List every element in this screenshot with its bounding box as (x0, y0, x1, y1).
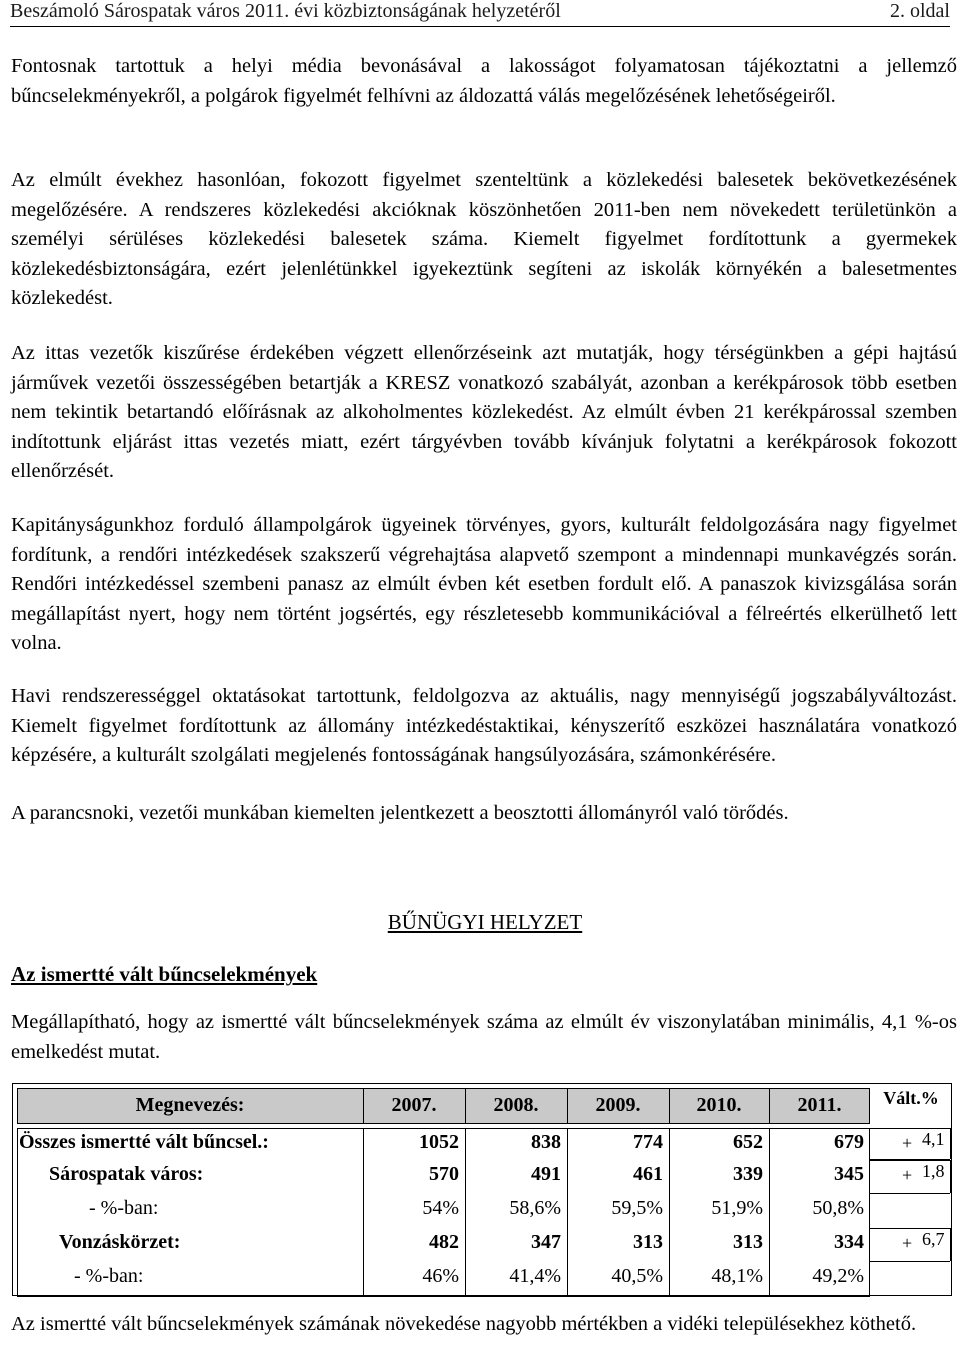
table-cell-value: 48,1% (711, 1265, 763, 1287)
table-cell-value: 46% (422, 1265, 459, 1287)
table-cell-value: 679 (834, 1131, 864, 1153)
table-header-cell: 2010. (696, 1094, 742, 1116)
table-body-left-border (17, 1128, 18, 1296)
table-cell-value: 59,5% (611, 1197, 663, 1219)
change-value: 6,7 (922, 1229, 945, 1249)
paragraph-summary: Megállapítható, hogy az ismertté vált bűncselekmények száma az elmúlt év viszonylatában minimális, 4,1 %-os emelkedést mutat. (11, 1011, 957, 1063)
table-body-top-border (17, 1128, 870, 1129)
table-header-divider (465, 1088, 466, 1124)
change-cell-border (870, 1261, 950, 1262)
table-cell-value: 1052 (419, 1131, 459, 1153)
change-value: 4,1 (922, 1129, 945, 1149)
paragraph-drunk-driving: Az ittas vezetők kiszűrése érdekében végzett ellenőrzéseink azt mutatják, hogy térségünkben a gépi hajtású járművek vezetői összességében betartják a KRESZ vonatkozó szabályát, azonban a kerékpárosok több esetben nem tekintik betartandó előírásnak az alkoholmentes közlekedést. Az elmúlt évben 21 kerékpárossal szemben indítottunk eljárást ittas vezetés miatt, ezért tárgyévben tovább kívánjuk folytatni a kerékpárosok fokozott ellenőrzését. (11, 342, 957, 482)
table-header-cell: 2008. (493, 1094, 539, 1116)
change-value: 1,8 (922, 1161, 945, 1181)
table-cell-value: 58,6% (509, 1197, 561, 1219)
paragraph-complaints: Kapitányságunkhoz forduló állampolgárok ügyeinek törvényes, gyors, kulturált feldolgozására nagy figyelmet fordítunk, a rendőri intézkedések szakszerű végrehajtása alapvető szempont a mindennapi munkavégzés során. Rendőri intézkedéssel szembeni panasz az elmúlt évben két esetben fordult elő. A panaszok kivizsgálása során megállapítást nyert, hogy nem történt jogsértés, egy részletesebb kommunikációval a félreértés elkerülhető lett volna. (11, 514, 957, 654)
change-cell-border (870, 1193, 950, 1194)
page-number: 2. oldal (890, 0, 950, 22)
table-cell-value: 313 (733, 1231, 763, 1253)
table-header-cell: Megnevezés: (135, 1094, 245, 1116)
table-row-label: - %-ban: (74, 1265, 144, 1287)
table-cell-value: 40,5% (611, 1265, 663, 1287)
table-cell-value: 41,4% (509, 1265, 561, 1287)
table-cell-value: 491 (531, 1163, 561, 1185)
table-header-divider (363, 1088, 364, 1124)
table-cell-value: 339 (733, 1163, 763, 1185)
table-cell-value: 54% (422, 1197, 459, 1219)
table-cell-value: 774 (633, 1131, 663, 1153)
table-cell-value: 313 (633, 1231, 663, 1253)
page-header (10, 0, 950, 27)
table-header-divider (669, 1088, 670, 1124)
table-cell-value: 345 (834, 1163, 864, 1185)
table-row-label: - %-ban: (89, 1197, 159, 1219)
table-body-right-border (869, 1128, 870, 1296)
table-body-bottom-border (17, 1296, 870, 1297)
header-title: Beszámoló Sárospatak város 2011. évi közbiztonságának helyzetéről (10, 0, 561, 22)
table-row-label: Sárospatak város: (49, 1163, 204, 1185)
change-sign: + (902, 1133, 913, 1153)
change-cell-border (950, 1228, 951, 1261)
table-cell-value: 347 (531, 1231, 561, 1253)
change-sign: + (902, 1233, 913, 1253)
change-cell-border (950, 1128, 951, 1159)
table-header-cell: 2011. (797, 1094, 842, 1116)
section-title: BŰNÜGYI HELYZET (387, 910, 583, 934)
change-sign: + (902, 1165, 913, 1185)
table-cell-value: 570 (429, 1163, 459, 1185)
paragraph-media: Fontosnak tartottuk a helyi média bevonásával a lakosságot folyamatosan tájékoztatni a jellemző bűncselekményekről, a polgárok figyelmét felhívni az áldozattá válás megelőzésének lehetőségeiről. (11, 55, 957, 107)
table-cell-value: 838 (531, 1131, 561, 1153)
paragraph-leadership: A parancsnoki, vezetői munkában kiemelten jelentkezett a beosztotti állományról való törődés. (11, 802, 789, 824)
change-cell-border (950, 1160, 951, 1193)
subheading: Az ismertté vált bűncselekmények (11, 962, 318, 986)
table-header-divider (567, 1088, 568, 1124)
table-row-label: Vonzáskörzet: (59, 1231, 181, 1253)
table-cell-value: 49,2% (812, 1265, 864, 1287)
paragraph-training: Havi rendszerességgel oktatásokat tartottunk, feldolgozva az aktuális, nagy mennyiségű jogszabályváltozást. Kiemelt figyelmet fordítottunk az állomány intézkedéstaktikai, kényszerítő eszközei használatára vonatkozó képzésére, a kulturált szolgálati megjelenés fontosságának hangsúlyozására, számonkérésére. (11, 685, 957, 766)
table-cell-value: 652 (733, 1131, 763, 1153)
table-row-label: Összes ismertté vált bűncsel.: (19, 1131, 269, 1153)
table-cell-value: 334 (834, 1231, 864, 1253)
table-header-divider (769, 1088, 770, 1124)
table-cell-value: 50,8% (812, 1197, 864, 1219)
paragraph-traffic: Az elmúlt évekhez hasonlóan, fokozott figyelmet szenteltünk a közlekedési balesetek bekövetkezésének megelőzésére. A rendszeres közlekedési akcióknak köszönhetően 2011-ben nem növekedett területünkön a személyi sérüléses közlekedési balesetek száma. Kiemelt figyelmet fordítottunk a gyermekek közlekedésbiztonságára, ezért jelenlétünkkel igyekeztünk segíteni az iskolák környékén a balesetmentes közlekedést. (11, 169, 957, 309)
table-header-cell: 2009. (595, 1094, 641, 1116)
table-header-cell: 2007. (391, 1094, 437, 1116)
paragraph-conclusion: Az ismertté vált bűncselekmények számának növekedése nagyobb mértékben a vidéki településekhez köthető. (11, 1313, 917, 1335)
table-cell-value: 51,9% (711, 1197, 763, 1219)
table-cell-value: 461 (633, 1163, 663, 1185)
table-header-cell: Vált.% (883, 1088, 939, 1108)
table-cell-value: 482 (429, 1231, 459, 1253)
